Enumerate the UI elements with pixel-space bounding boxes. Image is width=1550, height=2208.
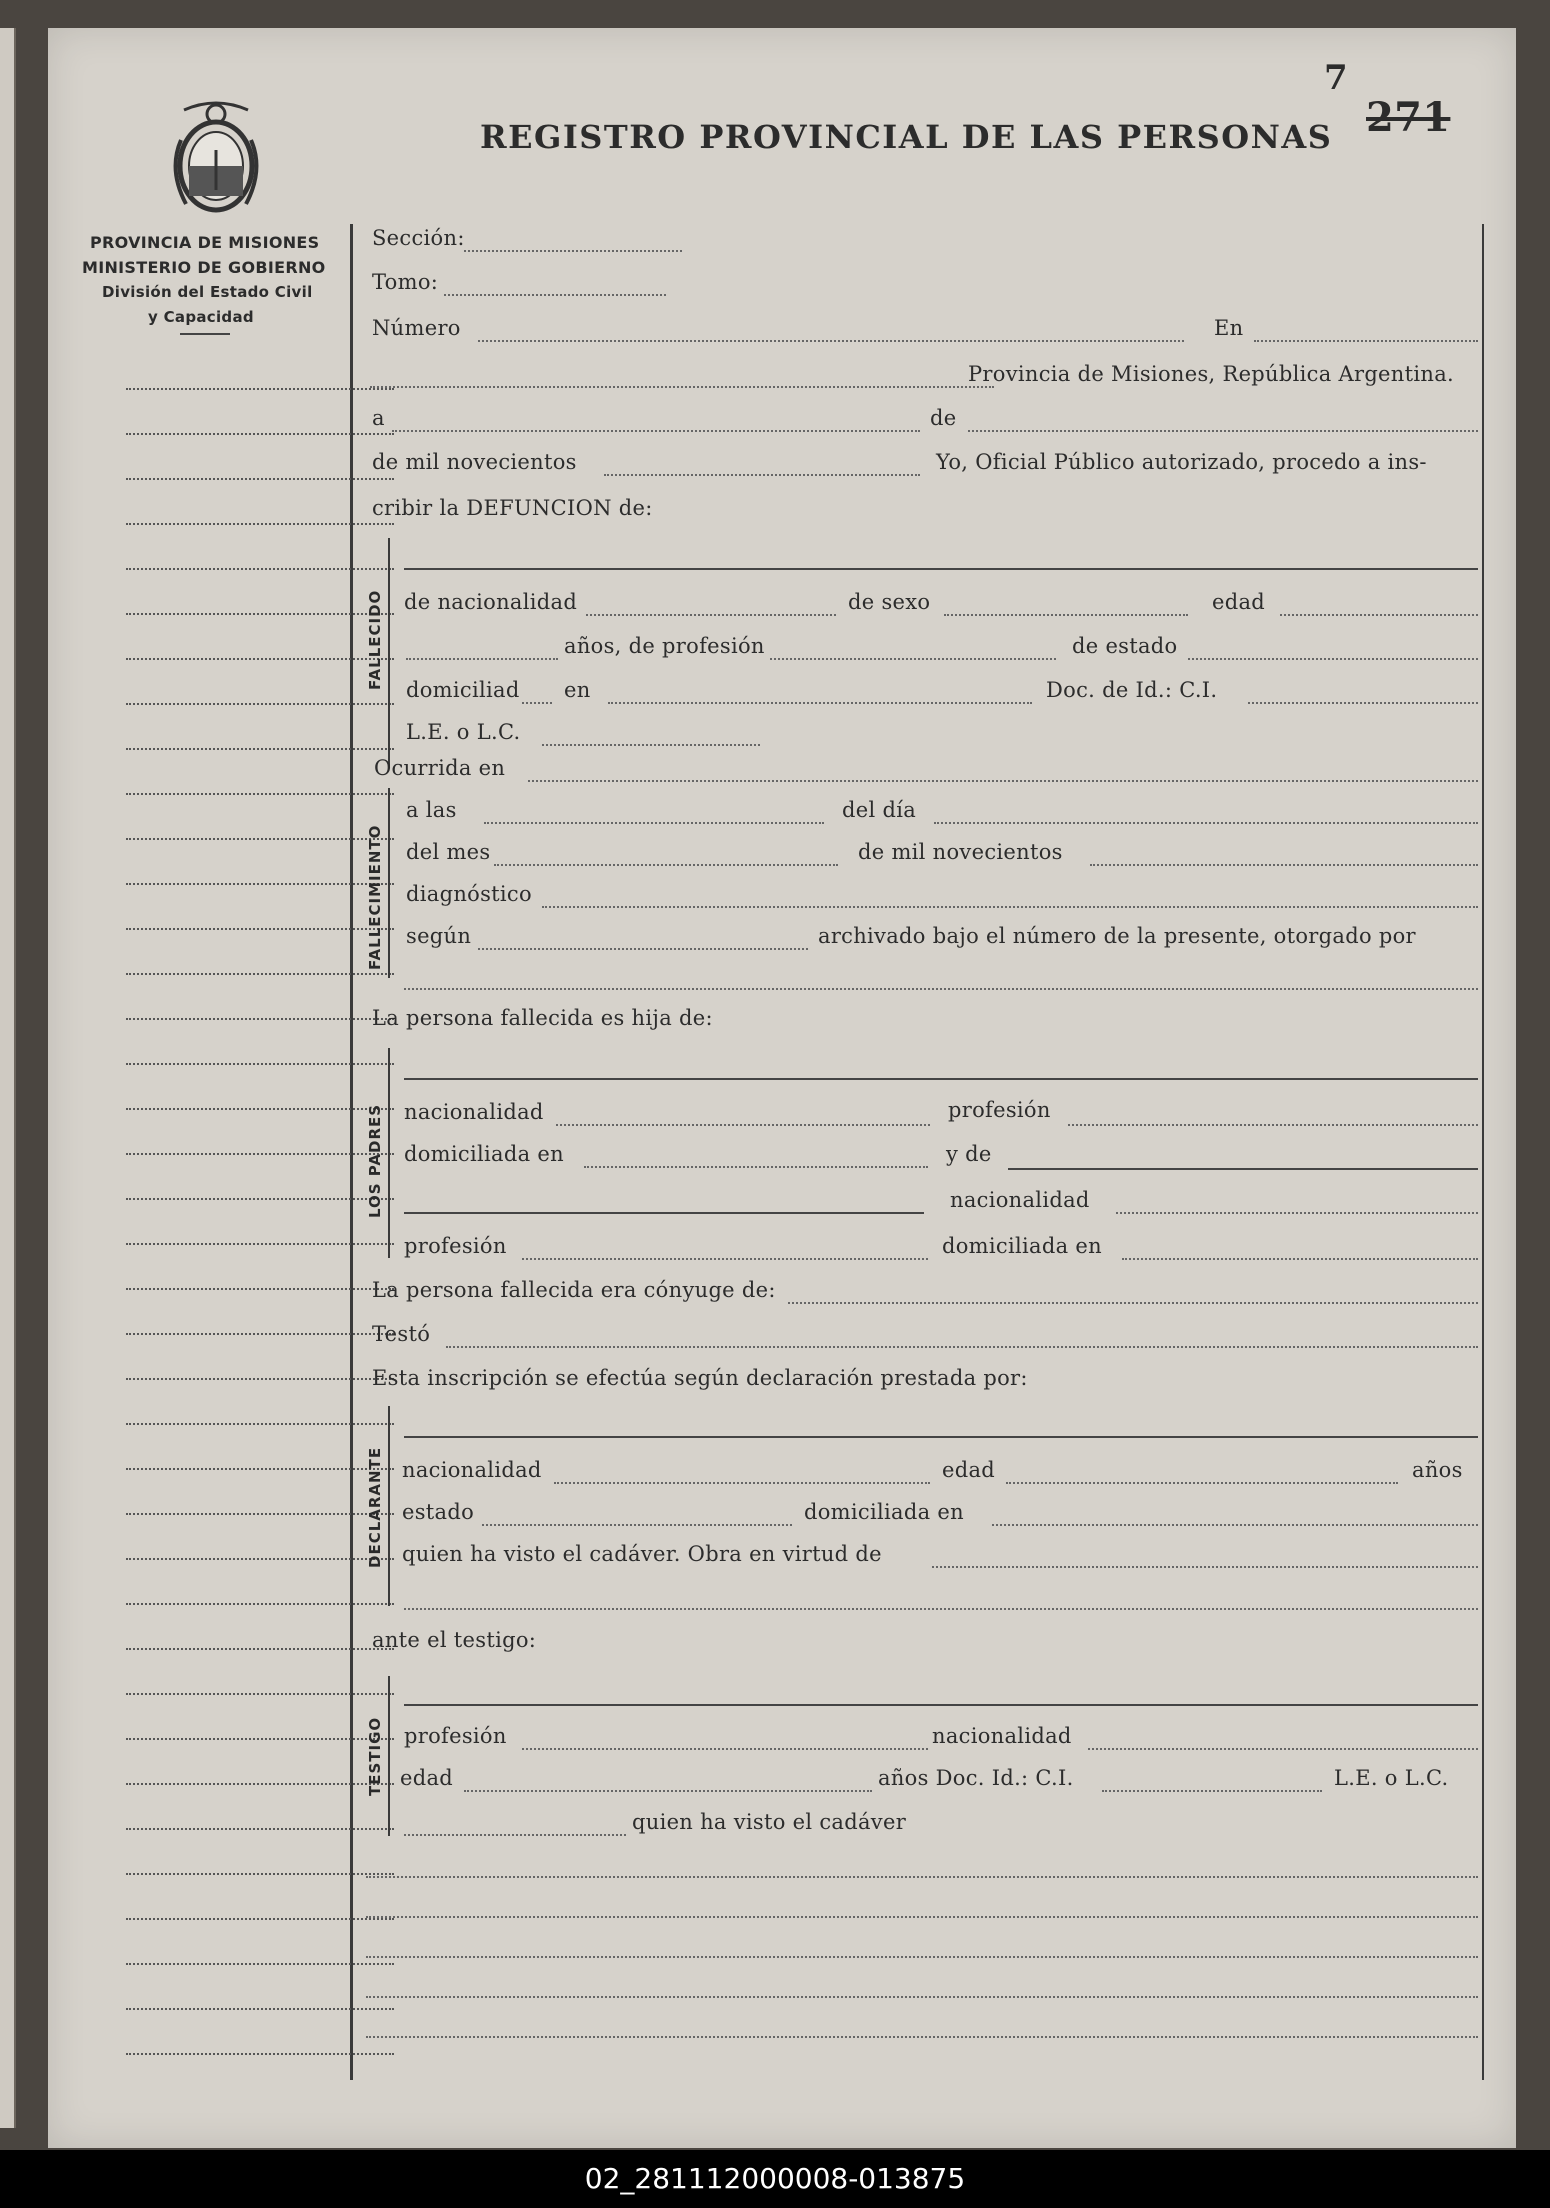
notes-line[interactable] — [366, 1996, 1478, 1998]
margin-line — [126, 1468, 394, 1470]
ocurrida-label: Ocurrida en — [374, 756, 506, 780]
en-field[interactable] — [1254, 340, 1478, 342]
notes-line[interactable] — [366, 1876, 1478, 1878]
fallecido-sexo-field[interactable] — [944, 614, 1188, 616]
diagnostico-field[interactable] — [542, 906, 1478, 908]
margin-line — [126, 1828, 394, 1830]
diagnostico-label: diagnóstico — [406, 882, 532, 906]
ante-testigo-label: ante el testigo: — [372, 1628, 537, 1652]
padre-profesion-field[interactable] — [1068, 1124, 1478, 1126]
declarante-estado-label: estado — [402, 1500, 475, 1524]
testigo-side-label: TESTIGO — [366, 1716, 384, 1796]
inscripcion-text: Esta inscripción se efectúa según declaración prestada por: — [372, 1366, 1028, 1390]
declarante-name-field[interactable] — [404, 1436, 1478, 1438]
testigo-edad-field[interactable] — [464, 1790, 872, 1792]
fallecido-anos-profesion-label: años, de profesión — [564, 634, 765, 658]
fallecido-ci-field[interactable] — [1248, 702, 1478, 704]
org-line-3: División del Estado Civil — [102, 283, 313, 301]
margin-line — [126, 1423, 394, 1425]
margin-line — [126, 1288, 394, 1290]
fallecido-edad-label: edad — [1212, 590, 1266, 614]
margin-line — [126, 568, 394, 570]
fallecido-profesion-field[interactable] — [770, 658, 1056, 660]
image-caption: 02_281112000008-013875 — [0, 2150, 1550, 2208]
fallecido-le-lc-label: L.E. o L.C. — [406, 720, 521, 744]
declarante-edad-field[interactable] — [1006, 1482, 1398, 1484]
fallecido-anos-field[interactable] — [406, 658, 558, 660]
a-label: a — [372, 406, 385, 430]
de-mil-label: de mil novecientos — [372, 450, 577, 474]
declarante-nacionalidad-label: nacionalidad — [402, 1458, 542, 1482]
testigo-quien-text: quien ha visto el cadáver — [632, 1810, 907, 1834]
margin-line — [126, 883, 394, 885]
testigo-ci-field[interactable] — [1102, 1790, 1322, 1792]
margin-line — [126, 1783, 394, 1785]
declarante-domicilio-field[interactable] — [992, 1524, 1478, 1526]
margin-line — [126, 1873, 394, 1875]
madre-name-field[interactable] — [1008, 1168, 1478, 1170]
org-line-1: PROVINCIA DE MISIONES — [90, 233, 320, 252]
mes-field[interactable] — [968, 430, 1478, 432]
fallecido-name-field[interactable] — [404, 568, 1478, 570]
provincia-text: Provincia de Misiones, República Argentina. — [968, 362, 1454, 386]
margin-line — [126, 1603, 394, 1605]
otorgado-field[interactable] — [404, 988, 1478, 990]
declarante-edad-label: edad — [942, 1458, 996, 1482]
tomo-field[interactable] — [444, 294, 666, 296]
margin-line — [126, 1198, 394, 1200]
padre-nacionalidad-label: nacionalidad — [404, 1100, 544, 1124]
margin-line — [126, 748, 394, 750]
hora-field[interactable] — [484, 822, 824, 824]
testigo-name-field[interactable] — [404, 1704, 1478, 1706]
fallecimiento-de-mil-label: de mil novecientos — [858, 840, 1063, 864]
fallecido-domicilio-field[interactable] — [608, 702, 1032, 704]
declarante-bracket — [388, 1406, 390, 1606]
fallecido-domiciliad-label: domiciliad — [406, 678, 520, 702]
padres-bracket — [388, 1048, 390, 1258]
testo-label: Testó — [372, 1322, 431, 1346]
segun-field[interactable] — [478, 948, 808, 950]
dia-field[interactable] — [392, 430, 920, 432]
padre-profesion-label: profesión — [948, 1098, 1051, 1122]
hija-label: La persona fallecida es hija de: — [372, 1006, 713, 1030]
margin-line — [126, 1063, 394, 1065]
madre-nacionalidad-field[interactable] — [1116, 1212, 1478, 1214]
fallecido-nacionalidad-label: de nacionalidad — [404, 590, 578, 614]
del-dia-label: del día — [842, 798, 917, 822]
testigo-nacionalidad-field[interactable] — [1088, 1748, 1478, 1750]
fallecido-doc-label: Doc. de Id.: C.I. — [1046, 678, 1218, 702]
fallecimiento-mes-field[interactable] — [494, 864, 838, 866]
madre-profesion-field[interactable] — [522, 1258, 928, 1260]
declarante-domiciliada-label: domiciliada en — [804, 1500, 964, 1524]
margin-line — [126, 1108, 394, 1110]
right-rule — [1482, 224, 1484, 2080]
padre-domicilio-field[interactable] — [584, 1166, 928, 1168]
margin-line — [126, 1333, 394, 1335]
archivado-text: archivado bajo el número de la presente, otorgado por — [818, 924, 1416, 948]
fallecido-en-label: en — [564, 678, 591, 702]
org-underline — [180, 333, 230, 335]
testigo-nacionalidad-label: nacionalidad — [932, 1724, 1072, 1748]
margin-line — [126, 388, 394, 390]
testigo-bracket — [388, 1676, 390, 1836]
padres-side-label: LOS PADRES — [366, 1103, 384, 1218]
y-de-label: y de — [946, 1142, 992, 1166]
margin-line — [126, 973, 394, 975]
org-line-4: y Capacidad — [148, 308, 254, 326]
declarante-nacionalidad-field[interactable] — [554, 1482, 930, 1484]
fallecido-estado-label: de estado — [1072, 634, 1178, 658]
testigo-anos-doc-label: años Doc. Id.: C.I. — [878, 1766, 1074, 1790]
margin-line — [126, 1963, 394, 1965]
madre-domiciliada-label: domiciliada en — [942, 1234, 1102, 1258]
margin-line — [126, 1738, 394, 1740]
declarante-side-label: DECLARANTE — [366, 1446, 384, 1568]
madre-profesion-label: profesión — [404, 1234, 507, 1258]
fallecido-edad-field[interactable] — [1280, 614, 1478, 616]
numero-field[interactable] — [478, 340, 1184, 342]
coat-of-arms-icon — [166, 100, 266, 220]
fallecido-side-label: FALLECIDO — [366, 589, 384, 690]
notes-line[interactable] — [366, 2036, 1478, 2038]
margin-line — [126, 1243, 394, 1245]
fallecido-sexo-label: de sexo — [848, 590, 931, 614]
fallecimiento-anio-field[interactable] — [1090, 864, 1478, 866]
margin-line — [126, 1918, 394, 1920]
declarante-estado-field[interactable] — [482, 1524, 792, 1526]
conyuge-field[interactable] — [788, 1302, 1478, 1304]
fallecimiento-side-label: FALLECIMIENTO — [366, 824, 384, 970]
anio-field[interactable] — [604, 474, 920, 476]
fallecimiento-dia-field[interactable] — [934, 822, 1478, 824]
margin-line — [126, 613, 394, 615]
margin-line — [126, 658, 394, 660]
padre-name-field[interactable] — [404, 1078, 1478, 1080]
padre-domiciliada-label: domiciliada en — [404, 1142, 564, 1166]
notes-line[interactable] — [366, 1956, 1478, 1958]
madre-nacionalidad-label: nacionalidad — [950, 1188, 1090, 1212]
seccion-label: Sección: — [372, 226, 465, 250]
margin-line — [126, 1693, 394, 1695]
en-label: En — [1214, 316, 1244, 340]
margin-line — [126, 1513, 394, 1515]
page-title: REGISTRO PROVINCIAL DE LAS PERSONAS — [480, 118, 1333, 156]
margin-line — [126, 1018, 394, 1020]
fallecimiento-bracket — [388, 788, 390, 978]
margin-line — [126, 838, 394, 840]
seccion-field[interactable] — [464, 250, 682, 252]
del-mes-label: del mes — [406, 840, 491, 864]
declarante-anos-label: años — [1412, 1458, 1463, 1482]
fallecido-estado-field[interactable] — [1188, 658, 1478, 660]
ocurrida-field[interactable] — [528, 780, 1478, 782]
folio-crossed: 271 — [1366, 94, 1451, 141]
a-las-label: a las — [406, 798, 457, 822]
margin-line — [126, 1558, 394, 1560]
fallecido-domiciliad-suffix[interactable] — [522, 702, 552, 704]
org-line-2: MINISTERIO DE GOBIERNO — [82, 258, 326, 277]
margin-line — [126, 793, 394, 795]
declarante-extra-field[interactable] — [404, 1608, 1478, 1610]
declarante-obra-field[interactable] — [932, 1566, 1478, 1568]
lugar-field[interactable] — [370, 386, 994, 388]
margin-line — [126, 1153, 394, 1155]
testigo-profesion-label: profesión — [404, 1724, 507, 1748]
conyuge-label: La persona fallecida era cónyuge de: — [372, 1278, 776, 1302]
registry-page — [48, 28, 1516, 2148]
margin-line — [126, 433, 394, 435]
folio-number: 7 — [1324, 58, 1348, 98]
margin-line — [126, 2008, 394, 2010]
declarante-quien-text: quien ha visto el cadáver. Obra en virtud de — [402, 1542, 882, 1566]
left-page-edge — [0, 28, 16, 2128]
testigo-profesion-field[interactable] — [522, 1748, 928, 1750]
fallecido-nacionalidad-field[interactable] — [586, 614, 836, 616]
padre-nacionalidad-field[interactable] — [556, 1124, 930, 1126]
margin-line — [126, 2053, 394, 2055]
fallecido-bracket — [388, 538, 390, 768]
margin-line — [126, 928, 394, 930]
yo-text: Yo, Oficial Público autorizado, procedo a ins- — [936, 450, 1427, 474]
testigo-le-lc-label: L.E. o L.C. — [1334, 1766, 1449, 1790]
margin-line — [126, 523, 394, 525]
numero-label: Número — [372, 316, 461, 340]
tomo-label: Tomo: — [372, 270, 439, 294]
margin-line — [126, 703, 394, 705]
de-label: de — [930, 406, 957, 430]
segun-label: según — [406, 924, 472, 948]
cribir-text: cribir la DEFUNCION de: — [372, 496, 653, 520]
madre-domicilio-field[interactable] — [1122, 1258, 1478, 1260]
testigo-edad-label: edad — [400, 1766, 454, 1790]
margin-line — [126, 478, 394, 480]
fallecido-le-lc-field[interactable] — [542, 744, 760, 746]
notes-line[interactable] — [366, 1916, 1478, 1918]
margin-line — [126, 1648, 394, 1650]
margin-rule — [350, 224, 353, 2080]
madre-name-field-2[interactable] — [404, 1212, 924, 1214]
testo-field[interactable] — [446, 1346, 1478, 1348]
testigo-le-lc-field[interactable] — [404, 1834, 626, 1836]
margin-line — [126, 1378, 394, 1380]
